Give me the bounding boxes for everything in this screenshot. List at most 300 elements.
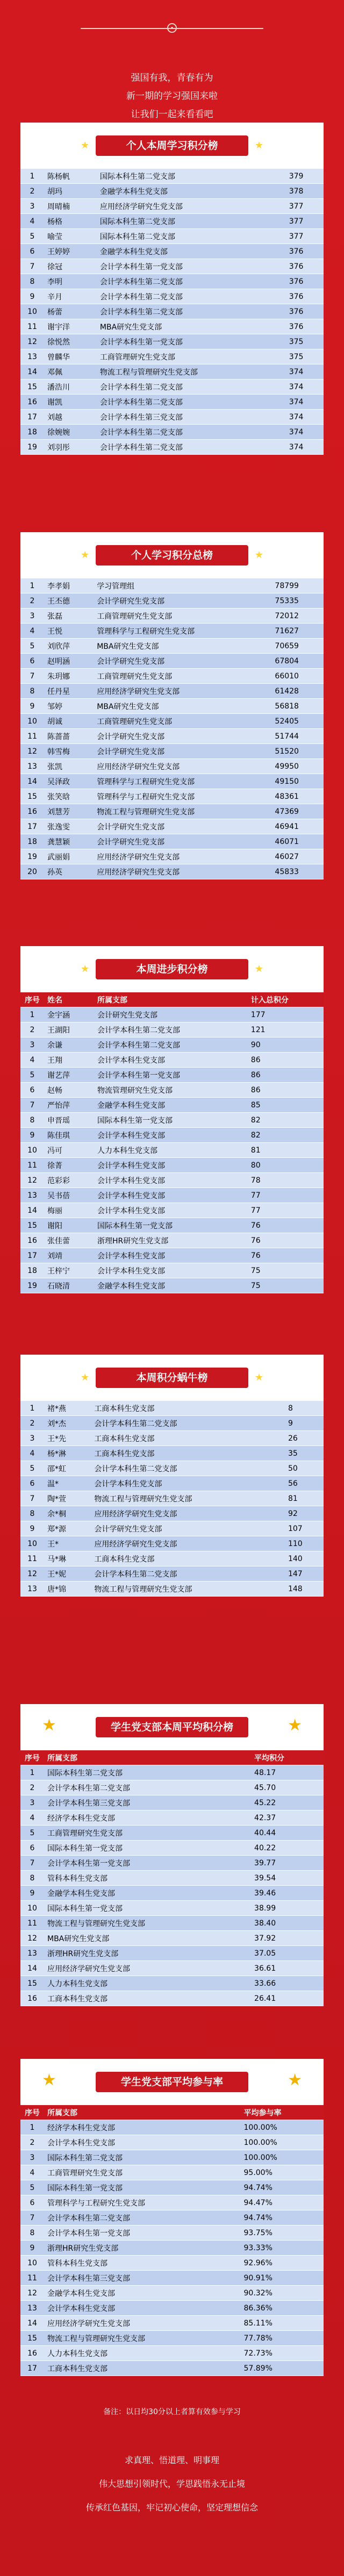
text-cell: 会计学本科生党支部	[94, 1158, 248, 1173]
card-header	[20, 532, 324, 578]
score-cell: 26	[285, 1431, 324, 1446]
ranking-card	[20, 1704, 324, 2006]
text-cell: 赵明涵	[44, 654, 94, 669]
text-cell: 国际本科生第二党支部	[44, 1765, 251, 1780]
text-cell: 物流工程与管理研究生党支部	[97, 364, 286, 380]
text-cell: 冯可	[44, 1143, 94, 1158]
table-row	[20, 289, 324, 304]
text-cell: 朱玥娜	[44, 669, 94, 684]
closing-text	[0, 2449, 344, 2520]
column-header: 所属支部	[94, 992, 248, 1007]
text-cell: 王*妮	[44, 1566, 91, 1582]
rank-cell: 14	[20, 774, 44, 789]
score-cell: 376	[286, 244, 324, 259]
text-cell: 会计学本科生第二党支部	[97, 380, 286, 395]
table-row	[20, 669, 324, 684]
text-cell: 王梓宁	[44, 1263, 94, 1278]
table-row	[20, 639, 324, 654]
text-cell: 会计学本科生第三党支部	[44, 2271, 241, 2286]
text-cell: 会计学研究生党支部	[94, 834, 271, 849]
table-row	[20, 1173, 324, 1188]
score-cell: 38.40	[251, 1916, 324, 1931]
table-row	[20, 380, 324, 395]
score-cell: 374	[286, 425, 324, 440]
table-row	[20, 1961, 324, 1976]
score-cell: 49950	[271, 759, 324, 774]
rank-cell: 8	[20, 1506, 44, 1521]
text-cell: 工商管理研究生党支部	[44, 2165, 241, 2180]
rank-cell: 12	[20, 1173, 44, 1188]
table-row	[20, 654, 324, 669]
rank-cell: 4	[20, 1053, 44, 1068]
rank-cell: 11	[20, 2271, 44, 2286]
score-cell: 376	[286, 319, 324, 334]
text-cell: 金融学本科生党支部	[94, 1098, 248, 1113]
score-cell: 93.75%	[241, 2226, 324, 2241]
text-cell: 任丹星	[44, 684, 94, 699]
table-row	[20, 834, 324, 849]
rank-cell: 14	[20, 1203, 44, 1218]
score-cell: 42.37	[251, 1811, 324, 1826]
closing-line-2: 伟大思想引领时代，学思践悟永无止境	[98, 2479, 245, 2489]
ornament-line-right	[172, 28, 263, 29]
text-cell: 会计学本科生第二党支部	[91, 1416, 285, 1431]
table-row	[20, 699, 324, 714]
text-cell: 辛月	[44, 289, 97, 304]
rank-cell: 3	[20, 609, 44, 624]
rank-cell: 2	[20, 593, 44, 609]
table-row	[20, 1871, 324, 1886]
text-cell: 杨*淋	[44, 1446, 91, 1461]
rank-cell: 2	[20, 2135, 44, 2150]
text-cell: 会计学研究生党支部	[94, 654, 271, 669]
text-cell: 刘*杰	[44, 1416, 91, 1431]
ranking-card	[20, 1355, 324, 1597]
score-cell: 378	[286, 184, 324, 199]
note-text: 备注：以日均30分以上者算有效参与学习	[103, 2408, 241, 2416]
score-cell: 80	[248, 1158, 324, 1173]
rank-cell: 13	[20, 1946, 44, 1961]
score-cell: 75335	[271, 593, 324, 609]
rank-cell: 13	[20, 1188, 44, 1203]
table-row	[20, 1263, 324, 1278]
text-cell: 邹婷	[44, 699, 94, 714]
rank-cell: 2	[20, 1780, 44, 1795]
star-icon: ★	[81, 140, 90, 151]
star-icon: ★	[81, 549, 90, 561]
score-cell: 71627	[271, 624, 324, 639]
table-row	[20, 169, 324, 184]
column-header: 平均参与率	[241, 2105, 324, 2120]
rank-cell: 16	[20, 804, 44, 819]
score-cell: 82	[248, 1113, 324, 1128]
ranking-card	[20, 123, 324, 455]
text-cell: 应用经济学研究生党支部	[94, 849, 271, 864]
text-cell: 会计学本科生第二党支部	[97, 425, 286, 440]
rank-cell: 9	[20, 289, 44, 304]
column-header: 序号	[20, 1750, 44, 1765]
text-cell: 工商管理研究生党支部	[94, 609, 271, 624]
text-cell: 张凯	[44, 759, 94, 774]
rank-cell: 7	[20, 1856, 44, 1871]
table-row	[20, 1007, 324, 1022]
score-cell: 94.47%	[241, 2195, 324, 2210]
score-cell: 374	[286, 410, 324, 425]
table-row	[20, 2361, 324, 2376]
text-cell: 余*桐	[44, 1506, 91, 1521]
table-row	[20, 1856, 324, 1871]
text-cell: 周晴楠	[44, 199, 97, 214]
text-cell: 赵畅	[44, 1083, 94, 1098]
text-cell: MBA研究生党支部	[44, 1931, 251, 1946]
text-cell: 会计学研究生党支部	[94, 593, 271, 609]
table-row	[20, 1068, 324, 1083]
rank-cell: 3	[20, 1795, 44, 1811]
score-cell: 51744	[271, 729, 324, 744]
text-cell: 谢凯	[44, 395, 97, 410]
text-cell: 工商管理研究生党支部	[44, 1826, 251, 1841]
text-cell: 陈蔷蔷	[44, 729, 94, 744]
text-cell: 工商本科生党支部	[91, 1551, 285, 1566]
rank-cell: 8	[20, 274, 44, 289]
rank-cell: 1	[20, 1007, 44, 1022]
text-cell: 褚*燕	[44, 1401, 91, 1416]
text-cell: 会计学本科生党支部	[94, 1128, 248, 1143]
text-cell: 浙理HR研究生党支部	[44, 1946, 251, 1961]
closing-line-3: 传承红色基因，牢记初心使命，坚定理想信念	[85, 2502, 258, 2513]
text-cell: 管理科学与工程研究生党支部	[94, 774, 271, 789]
text-cell: 国际本科生第一党支部	[44, 1841, 251, 1856]
rank-cell: 4	[20, 1446, 44, 1461]
score-cell: 121	[248, 1022, 324, 1037]
card-title-text: 本周进步积分榜	[136, 963, 208, 975]
text-cell: 金融学本科生党支部	[44, 1886, 251, 1901]
text-cell: 应用经济学研究生党支部	[97, 199, 286, 214]
text-cell: 胡诚	[44, 714, 94, 729]
card-title	[81, 959, 263, 979]
text-cell: 孙英	[44, 864, 94, 879]
text-cell: 国际本科生第二党支部	[97, 229, 286, 244]
score-cell: 50	[285, 1461, 324, 1476]
text-cell: 王丕德	[44, 593, 94, 609]
star-icon: ★	[81, 963, 90, 975]
text-cell: 工商管理研究生党支部	[94, 714, 271, 729]
rank-cell: 7	[20, 259, 44, 274]
score-cell: 75	[248, 1263, 324, 1278]
score-cell: 38.99	[251, 1901, 324, 1916]
text-cell: 王*先	[44, 1431, 91, 1446]
card-title	[81, 545, 263, 566]
table-row	[20, 1991, 324, 2006]
card-title	[96, 1717, 248, 1737]
text-cell: 温*	[44, 1476, 91, 1491]
text-cell: 管理科学与工程研究生党支部	[94, 789, 271, 804]
table-row	[20, 1143, 324, 1158]
score-cell: 45833	[271, 864, 324, 879]
rank-cell: 17	[20, 1248, 44, 1263]
table-row	[20, 714, 324, 729]
text-cell: 会计学本科生第二党支部	[97, 274, 286, 289]
text-cell: 王*	[44, 1536, 91, 1551]
text-cell: 会计学本科生第二党支部	[94, 1022, 248, 1037]
text-cell: MBA研究生党支部	[94, 639, 271, 654]
score-cell: 100.00%	[241, 2120, 324, 2135]
table-row	[20, 1826, 324, 1841]
star-icon: ★	[42, 1716, 56, 1735]
table-row	[20, 1566, 324, 1582]
rank-cell: 10	[20, 1536, 44, 1551]
rank-cell: 7	[20, 2210, 44, 2226]
table-row	[20, 804, 324, 819]
table-row	[20, 1811, 324, 1826]
rank-cell: 3	[20, 2150, 44, 2165]
rank-cell: 12	[20, 1566, 44, 1582]
rank-cell: 7	[20, 669, 44, 684]
text-cell: 物流工程与管理研究生党支部	[94, 804, 271, 819]
text-cell: 马*琳	[44, 1551, 91, 1566]
score-cell: 77.78%	[241, 2331, 324, 2346]
table-row	[20, 1946, 324, 1961]
score-cell: 100.00%	[241, 2135, 324, 2150]
rank-cell: 10	[20, 2256, 44, 2271]
text-cell: 国际本科生第一党支部	[94, 1218, 248, 1233]
table-row	[20, 364, 324, 380]
score-cell: 90.91%	[241, 2271, 324, 2286]
text-cell: 工商本科生党支部	[44, 2361, 241, 2376]
text-cell: 工商管理研究生党支部	[94, 669, 271, 684]
rank-cell: 16	[20, 1991, 44, 2006]
score-cell: 45.22	[251, 1795, 324, 1811]
text-cell: 国际本科生第二党支部	[44, 2150, 241, 2165]
table-row	[20, 1521, 324, 1536]
star-icon: ★	[288, 1716, 302, 1735]
score-cell: 377	[286, 199, 324, 214]
card-header	[20, 1704, 324, 1750]
table-row	[20, 1037, 324, 1053]
rank-cell: 4	[20, 1811, 44, 1826]
score-cell: 77	[248, 1203, 324, 1218]
score-cell: 90.32%	[241, 2286, 324, 2301]
score-cell: 47369	[271, 804, 324, 819]
rank-cell: 7	[20, 1491, 44, 1506]
table-row	[20, 1476, 324, 1491]
table-row	[20, 2195, 324, 2210]
table-row	[20, 319, 324, 334]
card-title-text: 个人学习积分总榜	[131, 549, 213, 561]
rank-cell: 5	[20, 229, 44, 244]
rank-cell: 8	[20, 684, 44, 699]
card-header	[20, 123, 324, 169]
table-row	[20, 1188, 324, 1203]
score-cell: 72012	[271, 609, 324, 624]
table-row	[20, 2271, 324, 2286]
rank-cell: 6	[20, 1083, 44, 1098]
card-title-text: 学生党支部平均参与率	[120, 2076, 223, 2088]
score-cell: 37.92	[251, 1931, 324, 1946]
rank-cell: 15	[20, 1218, 44, 1233]
text-cell: 管理科学与工程研究生党支部	[94, 624, 271, 639]
card-header	[20, 2059, 324, 2105]
text-cell: 唐*锦	[44, 1582, 91, 1597]
ranking-card	[20, 2059, 324, 2376]
text-cell: 会计学本科生第二党支部	[97, 395, 286, 410]
rank-cell: 19	[20, 849, 44, 864]
table-row	[20, 2286, 324, 2301]
text-cell: 徐悦然	[44, 334, 97, 349]
text-cell: 应用经济学研究生党支部	[94, 864, 271, 879]
text-cell: 会计学本科生第二党支部	[97, 440, 286, 455]
table-header-row	[20, 1750, 324, 1765]
rank-cell: 19	[20, 1278, 44, 1293]
rank-cell: 2	[20, 184, 44, 199]
table-row	[20, 1841, 324, 1856]
score-cell: 90	[248, 1037, 324, 1053]
score-cell: 110	[285, 1536, 324, 1551]
rank-cell: 9	[20, 1521, 44, 1536]
rank-cell: 3	[20, 1431, 44, 1446]
card-title-text: 本周积分蜗牛榜	[136, 1372, 208, 1384]
score-cell: 92.96%	[241, 2256, 324, 2271]
table-row	[20, 2180, 324, 2195]
text-cell: 徐婉婉	[44, 425, 97, 440]
text-cell: 会计学本科生第二党支部	[44, 2210, 241, 2226]
table-row	[20, 1158, 324, 1173]
text-cell: 工商管理研究生党支部	[97, 349, 286, 364]
rank-cell: 1	[20, 1765, 44, 1780]
score-cell: 147	[285, 1566, 324, 1582]
table-row	[20, 744, 324, 759]
score-cell: 48361	[271, 789, 324, 804]
text-cell: 工商本科生党支部	[91, 1446, 285, 1461]
rank-cell: 14	[20, 2316, 44, 2331]
rank-cell: 13	[20, 2301, 44, 2316]
rank-cell: 14	[20, 1961, 44, 1976]
column-header: 平均积分	[251, 1750, 324, 1765]
star-icon: ★	[288, 2071, 302, 2090]
ranking-card	[20, 532, 324, 879]
table-row	[20, 1416, 324, 1431]
score-cell: 72.73%	[241, 2346, 324, 2361]
table-row	[20, 864, 324, 879]
text-cell: 物流工程与管理研究生党支部	[91, 1582, 285, 1597]
text-cell: 李明	[44, 274, 97, 289]
text-cell: 金融学本科生党支部	[97, 244, 286, 259]
rank-cell: 15	[20, 2331, 44, 2346]
table-row	[20, 410, 324, 425]
table-row	[20, 440, 324, 455]
rank-cell: 10	[20, 1143, 44, 1158]
text-cell: 邵*虹	[44, 1461, 91, 1476]
rank-cell: 6	[20, 1841, 44, 1856]
rank-cell: 6	[20, 244, 44, 259]
text-cell: 管科本科生党支部	[44, 1871, 251, 1886]
table-row	[20, 1916, 324, 1931]
score-cell: 33.66	[251, 1976, 324, 1991]
rank-cell: 18	[20, 425, 44, 440]
text-cell: 陈杨帆	[44, 169, 97, 184]
text-cell: 管理科学与工程研究生党支部	[44, 2195, 241, 2210]
text-cell: 龚慧颖	[44, 834, 94, 849]
card-title	[96, 2072, 248, 2092]
text-cell: 会计学本科生党支部	[94, 1248, 248, 1263]
score-cell: 375	[286, 349, 324, 364]
rank-cell: 12	[20, 2286, 44, 2301]
table-row	[20, 2210, 324, 2226]
rank-cell: 5	[20, 1826, 44, 1841]
score-cell: 39.46	[251, 1886, 324, 1901]
rank-cell: 11	[20, 319, 44, 334]
score-cell: 377	[286, 229, 324, 244]
text-cell: 会计学本科生第三党支部	[97, 410, 286, 425]
rank-cell: 8	[20, 1871, 44, 1886]
text-cell: 会计学本科生第二党支部	[97, 304, 286, 319]
rank-cell: 18	[20, 834, 44, 849]
rank-cell: 14	[20, 364, 44, 380]
text-cell: 潘浩川	[44, 380, 97, 395]
rank-cell: 6	[20, 1476, 44, 1491]
rank-cell: 15	[20, 1976, 44, 1991]
card-title-text: 学生党支部本周平均积分榜	[110, 1721, 233, 1733]
score-cell: 52405	[271, 714, 324, 729]
score-cell: 81	[285, 1491, 324, 1506]
score-cell: 374	[286, 380, 324, 395]
table-header-row	[20, 2105, 324, 2120]
text-cell: 物流工程与管理研究生党支部	[44, 2331, 241, 2346]
score-cell: 100.00%	[241, 2150, 324, 2165]
text-cell: 陈佳琪	[44, 1128, 94, 1143]
table-row	[20, 624, 324, 639]
rank-cell: 11	[20, 729, 44, 744]
text-cell: 应用经济学研究生党支部	[91, 1536, 285, 1551]
table-row	[20, 1931, 324, 1946]
score-cell: 374	[286, 395, 324, 410]
table-row	[20, 1113, 324, 1128]
rank-cell: 9	[20, 699, 44, 714]
score-cell: 140	[285, 1551, 324, 1566]
card-header	[20, 946, 324, 992]
table-row	[20, 1886, 324, 1901]
text-cell: 会计研究生党支部	[94, 1007, 248, 1022]
score-cell: 374	[286, 364, 324, 380]
text-cell: 国际本科生第二党支部	[97, 214, 286, 229]
table-row	[20, 2226, 324, 2241]
ranking-table	[20, 1750, 324, 2006]
table-row	[20, 395, 324, 410]
table-row	[20, 184, 324, 199]
rank-cell: 11	[20, 1158, 44, 1173]
table-row	[20, 1098, 324, 1113]
text-cell: 物流工程与管理研究生党支部	[91, 1491, 285, 1506]
rank-cell: 15	[20, 380, 44, 395]
table-row	[20, 259, 324, 274]
rank-cell: 9	[20, 2241, 44, 2256]
text-cell: 国际本科生第一党支部	[44, 2180, 241, 2195]
table-row	[20, 2241, 324, 2256]
score-cell: 45.70	[251, 1780, 324, 1795]
score-cell: 26.41	[251, 1991, 324, 2006]
star-icon: ★	[42, 2071, 56, 2090]
text-cell: 国际本科生第一党支部	[94, 1113, 248, 1128]
intro-line-1: 强国有我，青春有为	[131, 73, 213, 83]
text-cell: 郑*源	[44, 1521, 91, 1536]
rank-cell: 5	[20, 2180, 44, 2195]
table-row	[20, 1491, 324, 1506]
score-cell: 76	[248, 1233, 324, 1248]
table-row	[20, 1551, 324, 1566]
score-cell: 376	[286, 274, 324, 289]
text-cell: 刘越	[44, 410, 97, 425]
text-cell: 国际本科生第二党支部	[97, 169, 286, 184]
